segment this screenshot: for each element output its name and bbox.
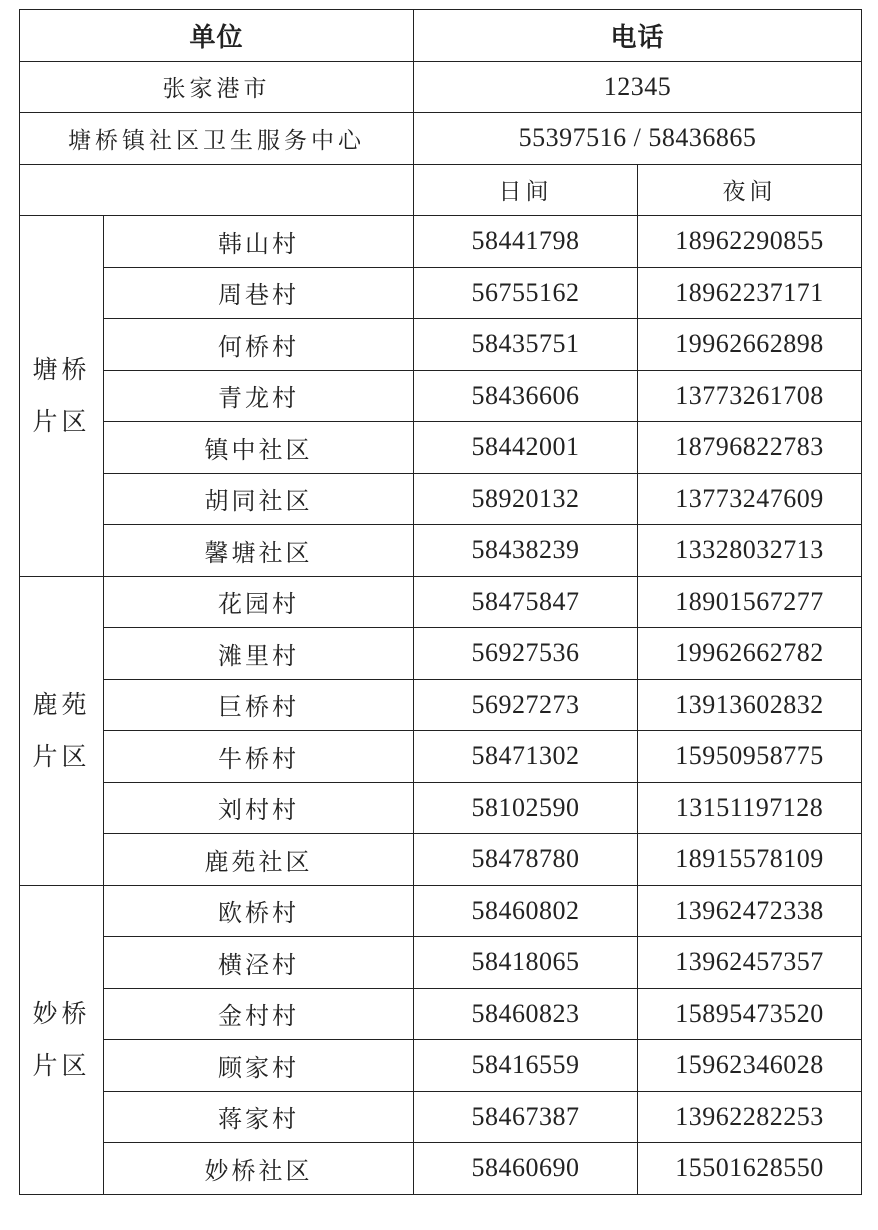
- place-name: 欧桥村: [104, 885, 414, 937]
- day-phone: 58436606: [414, 370, 638, 422]
- table-row: [20, 422, 862, 474]
- night-phone: 13913602832: [638, 679, 862, 731]
- night-phone: 13151197128: [638, 782, 862, 834]
- city-phone: 12345: [414, 61, 862, 113]
- place-name: 周巷村: [104, 267, 414, 319]
- place-name: 镇中社区: [104, 422, 414, 474]
- night-phone: 13773261708: [638, 370, 862, 422]
- table-row: [20, 885, 862, 937]
- table-row: [20, 988, 862, 1040]
- table-row: [20, 1040, 862, 1092]
- day-phone: 58442001: [414, 422, 638, 474]
- unit-header: 单位: [20, 10, 414, 62]
- table-row: [20, 834, 862, 886]
- place-name: 滩里村: [104, 628, 414, 680]
- center-name: 塘桥镇社区卫生服务中心: [20, 113, 414, 165]
- city-row: [20, 61, 862, 113]
- day-phone: 58467387: [414, 1091, 638, 1143]
- table-row: [20, 473, 862, 525]
- day-phone: 56927273: [414, 679, 638, 731]
- night-phone: 15895473520: [638, 988, 862, 1040]
- table-row: [20, 937, 862, 989]
- day-phone: 58920132: [414, 473, 638, 525]
- day-phone: 56755162: [414, 267, 638, 319]
- table-row: [20, 1143, 862, 1195]
- table-row: [20, 576, 862, 628]
- night-phone: 13962282253: [638, 1091, 862, 1143]
- night-phone: 13328032713: [638, 525, 862, 577]
- subheader-row: [20, 164, 862, 216]
- night-phone: 18901567277: [638, 576, 862, 628]
- place-name: 花园村: [104, 576, 414, 628]
- table-row: [20, 319, 862, 371]
- day-phone: 58438239: [414, 525, 638, 577]
- day-phone: 58441798: [414, 216, 638, 268]
- night-phone: 15501628550: [638, 1143, 862, 1195]
- place-name: 胡同社区: [104, 473, 414, 525]
- place-name: 馨塘社区: [104, 525, 414, 577]
- place-name: 牛桥村: [104, 731, 414, 783]
- day-phone: 58478780: [414, 834, 638, 886]
- table-row: [20, 267, 862, 319]
- table-row: [20, 731, 862, 783]
- day-phone: 58460823: [414, 988, 638, 1040]
- night-phone: 15962346028: [638, 1040, 862, 1092]
- night-phone: 19962662782: [638, 628, 862, 680]
- subheader-blank: [20, 164, 414, 216]
- night-header: 夜间: [638, 164, 862, 216]
- place-name: 韩山村: [104, 216, 414, 268]
- day-phone: 58475847: [414, 576, 638, 628]
- day-phone: 58460802: [414, 885, 638, 937]
- day-phone: 58416559: [414, 1040, 638, 1092]
- table-row: [20, 370, 862, 422]
- place-name: 妙桥社区: [104, 1143, 414, 1195]
- night-phone: 19962662898: [638, 319, 862, 371]
- night-phone: 18915578109: [638, 834, 862, 886]
- place-name: 刘村村: [104, 782, 414, 834]
- city-name: 张家港市: [20, 61, 414, 113]
- night-phone: 18796822783: [638, 422, 862, 474]
- place-name: 金村村: [104, 988, 414, 1040]
- day-phone: 58435751: [414, 319, 638, 371]
- place-name: 何桥村: [104, 319, 414, 371]
- district-name: 鹿苑 片区: [20, 576, 104, 885]
- night-phone: 15950958775: [638, 731, 862, 783]
- night-phone: 13773247609: [638, 473, 862, 525]
- day-phone: 58102590: [414, 782, 638, 834]
- table-row: [20, 525, 862, 577]
- night-phone: 13962472338: [638, 885, 862, 937]
- day-phone: 58471302: [414, 731, 638, 783]
- place-name: 横泾村: [104, 937, 414, 989]
- place-name: 青龙村: [104, 370, 414, 422]
- night-phone: 18962237171: [638, 267, 862, 319]
- center-phone: 55397516 / 58436865: [414, 113, 862, 165]
- table-row: [20, 216, 862, 268]
- day-phone: 58460690: [414, 1143, 638, 1195]
- day-phone: 56927536: [414, 628, 638, 680]
- district-name: 妙桥 片区: [20, 885, 104, 1194]
- table-row: [20, 1091, 862, 1143]
- table-row: [20, 679, 862, 731]
- day-header: 日间: [414, 164, 638, 216]
- night-phone: 13962457357: [638, 937, 862, 989]
- table-row: [20, 782, 862, 834]
- phone-header: 电话: [414, 10, 862, 62]
- center-row: [20, 113, 862, 165]
- place-name: 顾家村: [104, 1040, 414, 1092]
- place-name: 巨桥村: [104, 679, 414, 731]
- place-name: 鹿苑社区: [104, 834, 414, 886]
- header-row: [20, 10, 862, 62]
- table-row: [20, 628, 862, 680]
- place-name: 蒋家村: [104, 1091, 414, 1143]
- district-name: 塘桥 片区: [20, 216, 104, 577]
- night-phone: 18962290855: [638, 216, 862, 268]
- contact-table: [19, 9, 862, 1195]
- day-phone: 58418065: [414, 937, 638, 989]
